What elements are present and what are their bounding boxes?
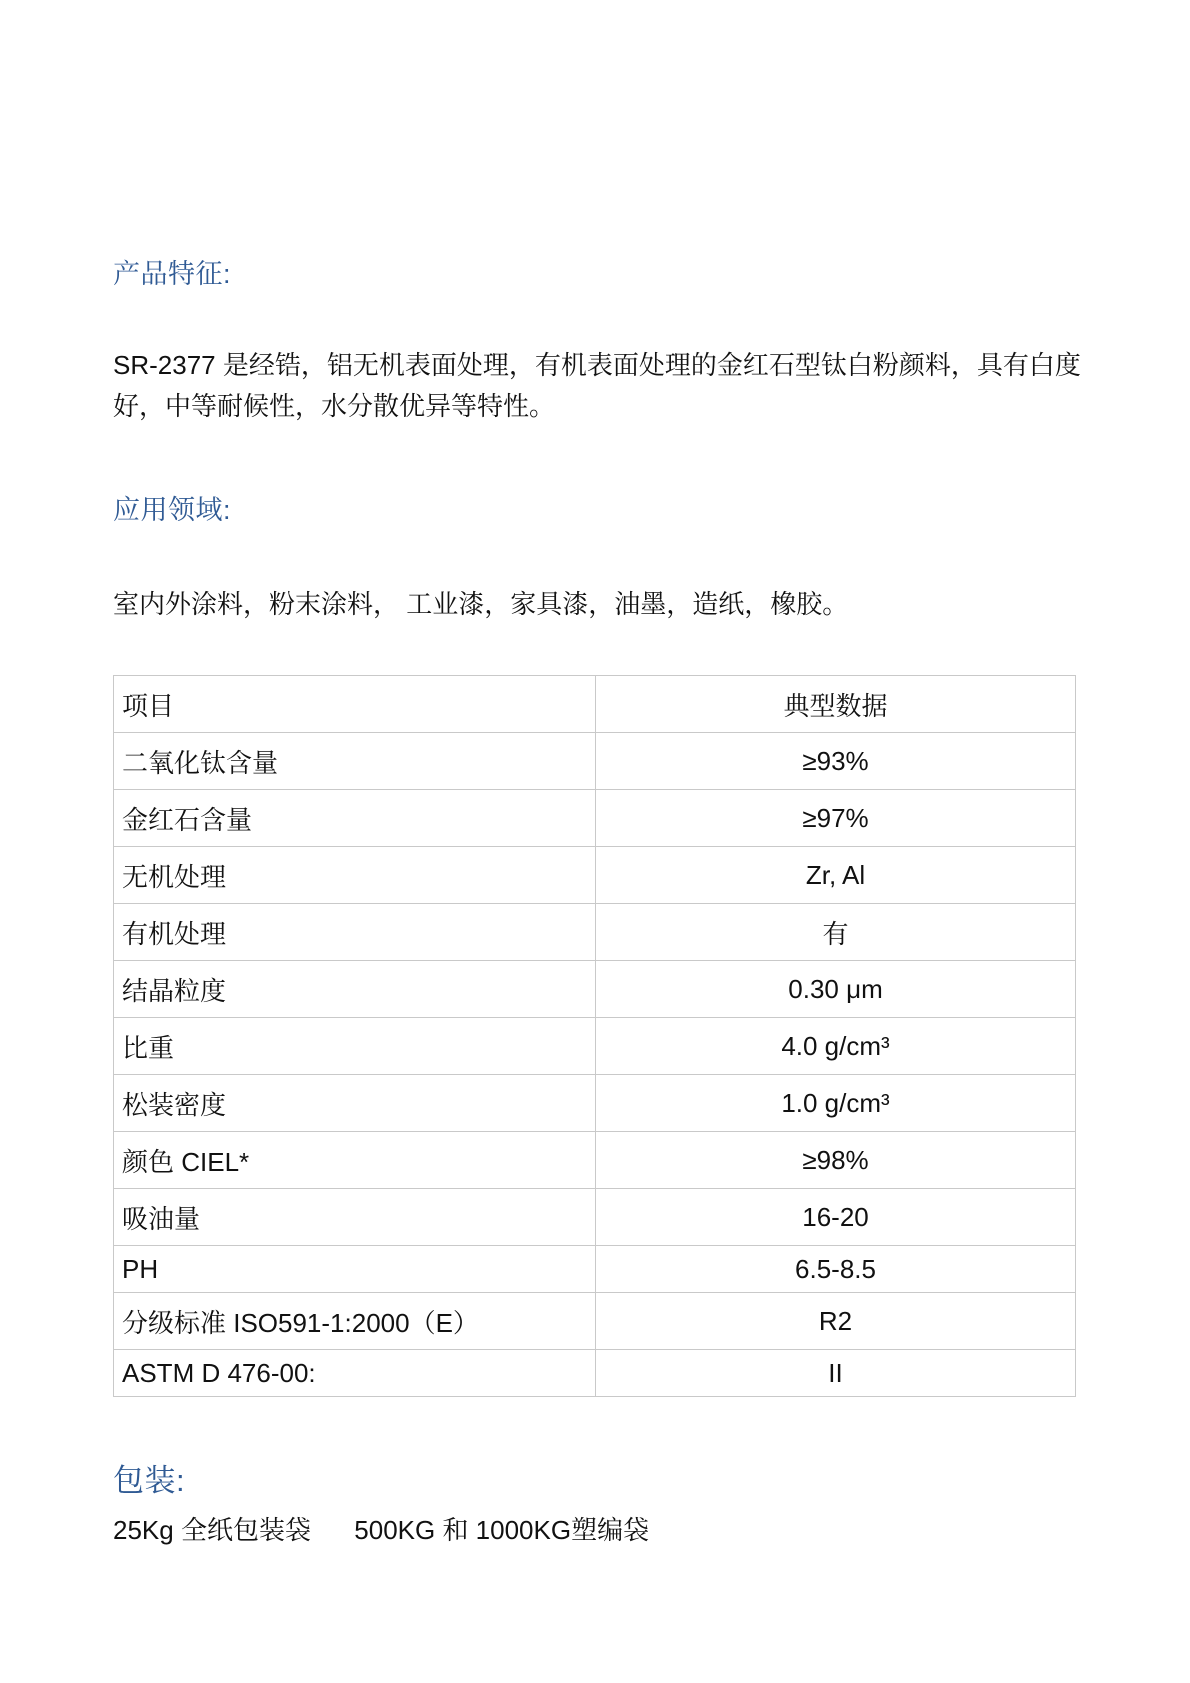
table-header-item: 项目 — [114, 676, 596, 733]
table-row — [114, 1350, 1076, 1397]
row-item: 结晶粒度 — [114, 961, 596, 1018]
table-row — [114, 1075, 1076, 1132]
table-header-row — [114, 676, 1076, 733]
row-item: 有机处理 — [114, 904, 596, 961]
packaging-heading: 包装: — [113, 1463, 186, 1498]
row-value: 有 — [596, 904, 1076, 961]
applications-heading: 应用领域: — [113, 495, 232, 525]
table-row — [114, 904, 1076, 961]
row-item: 二氧化钛含量 — [114, 733, 596, 790]
row-value: 16-20 — [596, 1189, 1076, 1246]
row-item: PH — [114, 1246, 596, 1293]
row-value: 4.0 g/cm³ — [596, 1018, 1076, 1075]
spec-table — [113, 675, 1076, 1397]
features-description: SR-2377 是经锆，铝无机表面处理，有机表面处理的金红石型钛白粉颜料，具有白度好，中等耐候性，水分散优异等特性。 — [113, 350, 1081, 421]
row-value: ≥93% — [596, 733, 1076, 790]
table-header-value: 典型数据 — [596, 676, 1076, 733]
row-item: 松装密度 — [114, 1075, 596, 1132]
row-value: Zr, Al — [596, 847, 1076, 904]
row-item: 颜色 CIEL* — [114, 1132, 596, 1189]
row-item: 吸油量 — [114, 1189, 596, 1246]
packaging-options: 25Kg 全纸包装袋 500KG 和 1000KG塑编袋 — [113, 1515, 650, 1545]
row-value: 6.5-8.5 — [596, 1246, 1076, 1293]
row-value: 1.0 g/cm³ — [596, 1075, 1076, 1132]
row-item: 无机处理 — [114, 847, 596, 904]
row-item: 金红石含量 — [114, 790, 596, 847]
table-row — [114, 733, 1076, 790]
table-row — [114, 961, 1076, 1018]
table-row — [114, 1018, 1076, 1075]
table-row — [114, 847, 1076, 904]
table-row — [114, 1246, 1076, 1293]
row-value: ≥98% — [596, 1132, 1076, 1189]
row-value: 0.30 μm — [596, 961, 1076, 1018]
row-item: ASTM D 476-00: — [114, 1350, 596, 1397]
row-value: II — [596, 1350, 1076, 1397]
table-row — [114, 790, 1076, 847]
applications-list: 室内外涂料，粉末涂料， 工业漆，家具漆，油墨，造纸，橡胶。 — [113, 589, 849, 619]
row-item: 分级标准 ISO591-1:2000（E） — [114, 1293, 596, 1350]
features-heading: 产品特征: — [113, 259, 232, 289]
table-row — [114, 1189, 1076, 1246]
row-value: R2 — [596, 1293, 1076, 1350]
table-row — [114, 1132, 1076, 1189]
row-item: 比重 — [114, 1018, 596, 1075]
row-value: ≥97% — [596, 790, 1076, 847]
table-row — [114, 1293, 1076, 1350]
